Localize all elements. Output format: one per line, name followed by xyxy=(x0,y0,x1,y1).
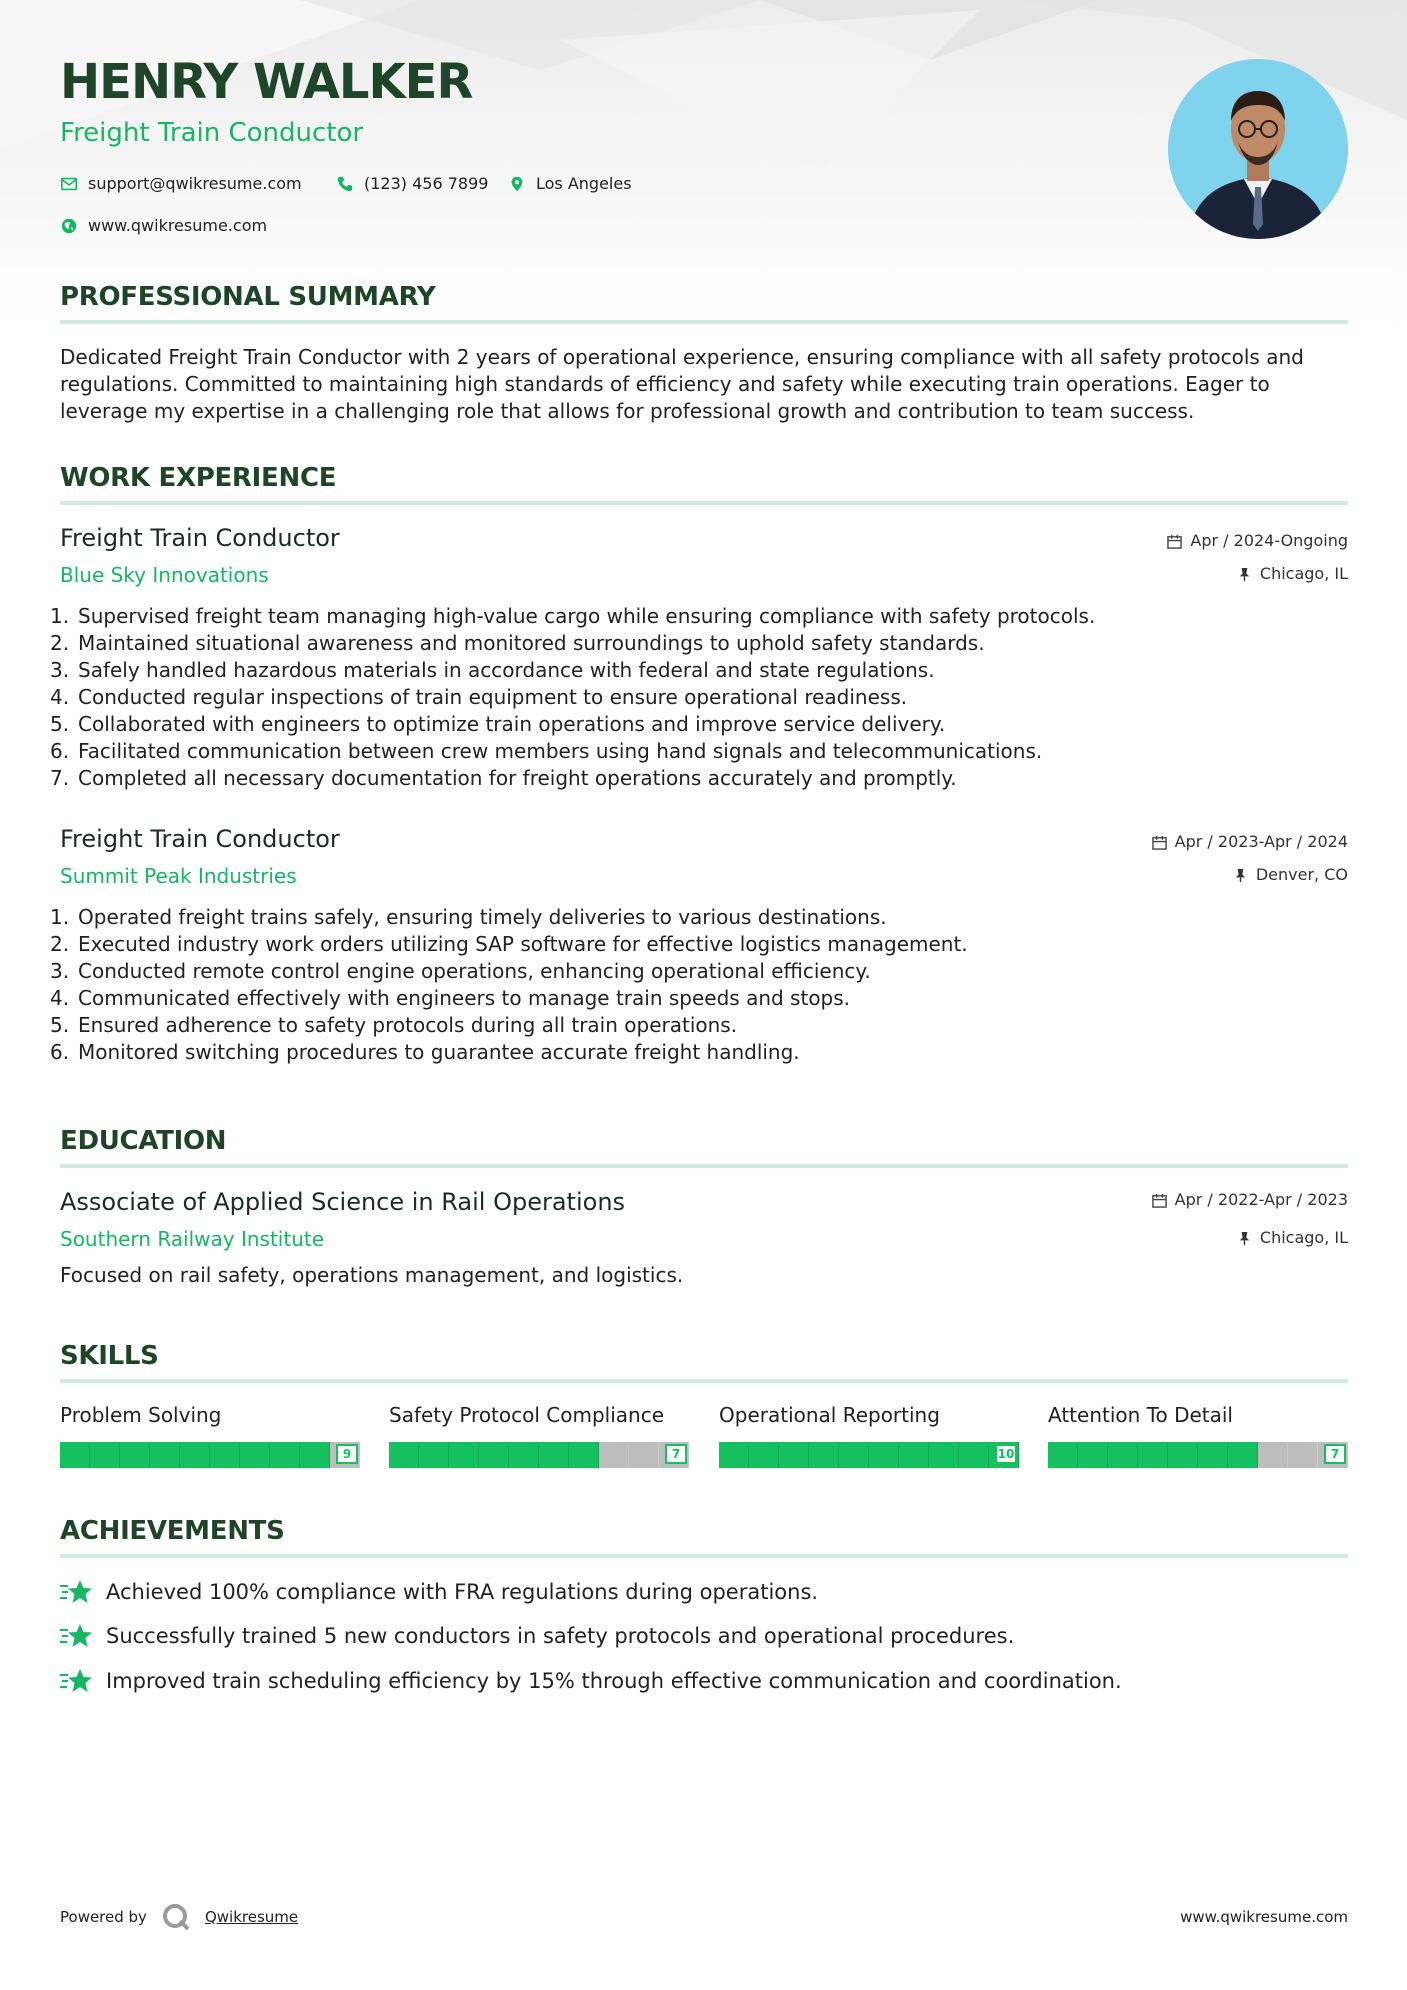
summary-divider xyxy=(60,320,1348,324)
skill-1-label: Problem Solving xyxy=(60,1403,222,1427)
list-item: 3. Safely handled hazardous materials in accordance with federal and state regulations. xyxy=(50,658,935,682)
job-2-company: Summit Peak Industries xyxy=(60,864,297,888)
contact-website[interactable] xyxy=(60,217,267,235)
achievement-text: Successfully trained 5 new conductors in safety protocols and operational procedures. xyxy=(106,1623,1015,1648)
skill-segment xyxy=(539,1442,569,1468)
profile-photo xyxy=(1168,59,1348,239)
experience-divider xyxy=(60,501,1348,505)
skill-segment xyxy=(419,1442,449,1468)
skill-segment xyxy=(779,1442,809,1468)
skill-segment xyxy=(270,1442,300,1468)
skill-3-label: Operational Reporting xyxy=(719,1403,940,1427)
job-2-dates-text: Apr / 2023-Apr / 2024 xyxy=(1174,832,1348,851)
job-2-duties xyxy=(50,904,1340,1066)
skill-segment xyxy=(1168,1442,1198,1468)
skill-segment xyxy=(569,1442,599,1468)
achievement-item xyxy=(60,1622,1014,1650)
contact-location-text: Los Angeles xyxy=(536,174,632,193)
skill-segment xyxy=(1198,1442,1228,1468)
globe-icon xyxy=(60,217,78,235)
skill-segment xyxy=(389,1442,419,1468)
pushpin-icon xyxy=(1233,868,1248,883)
skill-2-bar xyxy=(389,1442,689,1468)
education-degree: Associate of Applied Science in Rail Operations xyxy=(60,1188,626,1216)
achievement-text: Achieved 100% compliance with FRA regulations during operations. xyxy=(106,1579,819,1604)
contact-website-text: www.qwikresume.com xyxy=(88,216,268,235)
pushpin-icon xyxy=(1237,567,1252,582)
job-2-dates xyxy=(1152,834,1348,850)
skill-4-label: Attention To Detail xyxy=(1048,1403,1233,1427)
skill-4-level: 7 xyxy=(1324,1444,1346,1464)
experience-heading: WORK EXPERIENCE xyxy=(60,463,337,493)
list-item: 4. Communicated effectively with engineers to manage train speeds and stops. xyxy=(50,986,851,1010)
job-1-company: Blue Sky Innovations xyxy=(60,563,269,587)
skill-segment xyxy=(240,1442,270,1468)
job-1-dates-text: Apr / 2024-Ongoing xyxy=(1190,531,1348,550)
list-item: 2. Executed industry work orders utilizing SAP software for effective logistics management. xyxy=(50,932,968,956)
skills-heading: SKILLS xyxy=(60,1341,159,1371)
job-2-location xyxy=(1233,867,1348,883)
list-item: 4. Conducted regular inspections of train equipment to ensure operational readiness. xyxy=(50,685,908,709)
skill-segment xyxy=(1228,1442,1258,1468)
skill-segment xyxy=(300,1442,330,1468)
job-1-dates xyxy=(1167,533,1348,549)
qwikresume-logo-icon xyxy=(161,1902,191,1932)
skill-segment xyxy=(1288,1442,1318,1468)
skill-segment xyxy=(1138,1442,1168,1468)
summary-text: Dedicated Freight Train Conductor with 2 years of operational experience, ensuring compliance with all safety protocols and regulations. Committed to maintaining high standards of efficiency and safety while executing train operations. Eager to leverage my expertise in a challenging role that allows for professional growth and contribution to team success. xyxy=(60,345,1304,423)
job-2-location-text: Denver, CO xyxy=(1255,865,1348,884)
achievement-item xyxy=(60,1578,818,1606)
list-item: 5. Collaborated with engineers to optimize train operations and improve service delivery. xyxy=(50,712,946,736)
skill-4-bar xyxy=(1048,1442,1348,1468)
education-location-text: Chicago, IL xyxy=(1259,1228,1348,1247)
education-dates xyxy=(1152,1192,1348,1208)
star-icon xyxy=(60,1667,92,1695)
skill-3-level: 10 xyxy=(995,1444,1017,1464)
contact-email-text: support@qwikresume.com xyxy=(88,174,302,193)
list-item: 2. Maintained situational awareness and monitored surroundings to uphold safety standards. xyxy=(50,631,985,655)
contact-phone[interactable] xyxy=(336,175,488,193)
skill-segment xyxy=(929,1442,959,1468)
calendar-icon xyxy=(1167,534,1182,549)
education-location xyxy=(1237,1230,1348,1246)
education-school: Southern Railway Institute xyxy=(60,1227,325,1251)
skill-segment xyxy=(120,1442,150,1468)
skill-segment xyxy=(839,1442,869,1468)
skill-segment xyxy=(449,1442,479,1468)
candidate-name: HENRY WALKER xyxy=(60,54,473,110)
powered-by-text: Powered by xyxy=(60,1908,147,1926)
achievements-heading: ACHIEVEMENTS xyxy=(60,1516,285,1546)
education-divider xyxy=(60,1164,1348,1168)
pushpin-icon xyxy=(1237,1231,1252,1246)
list-item: 5. Ensured adherence to safety protocols during all train operations. xyxy=(50,1013,738,1037)
list-item: 1. Operated freight trains safely, ensuring timely deliveries to various destinations. xyxy=(50,905,887,929)
skill-segment xyxy=(1078,1442,1108,1468)
phone-icon xyxy=(336,175,354,193)
footer-branding xyxy=(60,1902,298,1932)
achievements-divider xyxy=(60,1554,1348,1558)
list-item: 7. Completed all necessary documentation for freight operations accurately and promptly. xyxy=(50,766,957,790)
skill-segment xyxy=(1048,1442,1078,1468)
skill-3-bar xyxy=(719,1442,1019,1468)
contact-email[interactable] xyxy=(60,175,302,193)
skill-segment xyxy=(210,1442,240,1468)
list-item: 6. Facilitated communication between crew members using hand signals and telecommunications. xyxy=(50,739,1043,763)
skill-1-level: 9 xyxy=(336,1444,358,1464)
skill-1-bar xyxy=(60,1442,360,1468)
skill-segment xyxy=(509,1442,539,1468)
star-icon xyxy=(60,1622,92,1650)
skill-segment xyxy=(869,1442,899,1468)
contact-phone-text: (123) 456 7899 xyxy=(364,174,489,193)
skill-2-label: Safety Protocol Compliance xyxy=(389,1403,665,1427)
job-1-location xyxy=(1237,566,1348,582)
footer-website[interactable]: www.qwikresume.com xyxy=(1180,1908,1348,1926)
brand-link[interactable]: Qwikresume xyxy=(204,1908,299,1926)
skill-segment xyxy=(180,1442,210,1468)
skill-segment xyxy=(60,1442,90,1468)
skill-segment xyxy=(809,1442,839,1468)
job-1-location-text: Chicago, IL xyxy=(1259,564,1348,583)
list-item: 3. Conducted remote control engine operations, enhancing operational efficiency. xyxy=(50,959,871,983)
portrait-image xyxy=(1168,59,1348,239)
skill-segment xyxy=(1108,1442,1138,1468)
skill-segment xyxy=(749,1442,779,1468)
skill-segment xyxy=(899,1442,929,1468)
list-item: 1. Supervised freight team managing high-value cargo while ensuring compliance with safety protocols. xyxy=(50,604,1096,628)
skill-segment xyxy=(1258,1442,1288,1468)
job-1-duties xyxy=(50,603,1340,792)
education-description: Focused on rail safety, operations management, and logistics. xyxy=(60,1263,684,1287)
candidate-title: Freight Train Conductor xyxy=(60,118,364,148)
job-1-title: Freight Train Conductor xyxy=(60,524,340,552)
calendar-icon xyxy=(1152,835,1167,850)
skill-segment xyxy=(959,1442,989,1468)
star-icon xyxy=(60,1578,92,1606)
skills-divider xyxy=(60,1379,1348,1383)
achievement-text: Improved train scheduling efficiency by 15% through effective communication and coordination. xyxy=(106,1668,1122,1693)
skill-segment xyxy=(90,1442,120,1468)
skill-segment xyxy=(479,1442,509,1468)
education-heading: EDUCATION xyxy=(60,1126,227,1156)
skill-2-level: 7 xyxy=(665,1444,687,1464)
achievement-item xyxy=(60,1667,1122,1695)
skill-segment xyxy=(629,1442,659,1468)
skill-segment xyxy=(150,1442,180,1468)
envelope-icon xyxy=(60,175,78,193)
skill-segment xyxy=(719,1442,749,1468)
map-pin-icon xyxy=(508,175,526,193)
list-item: 6. Monitored switching procedures to guarantee accurate freight handling. xyxy=(50,1040,800,1064)
skill-segment xyxy=(599,1442,629,1468)
summary-heading: PROFESSIONAL SUMMARY xyxy=(60,282,436,312)
contact-location xyxy=(508,175,632,193)
job-2-title: Freight Train Conductor xyxy=(60,825,340,853)
calendar-icon xyxy=(1152,1193,1167,1208)
education-dates-text: Apr / 2022-Apr / 2023 xyxy=(1174,1190,1348,1209)
